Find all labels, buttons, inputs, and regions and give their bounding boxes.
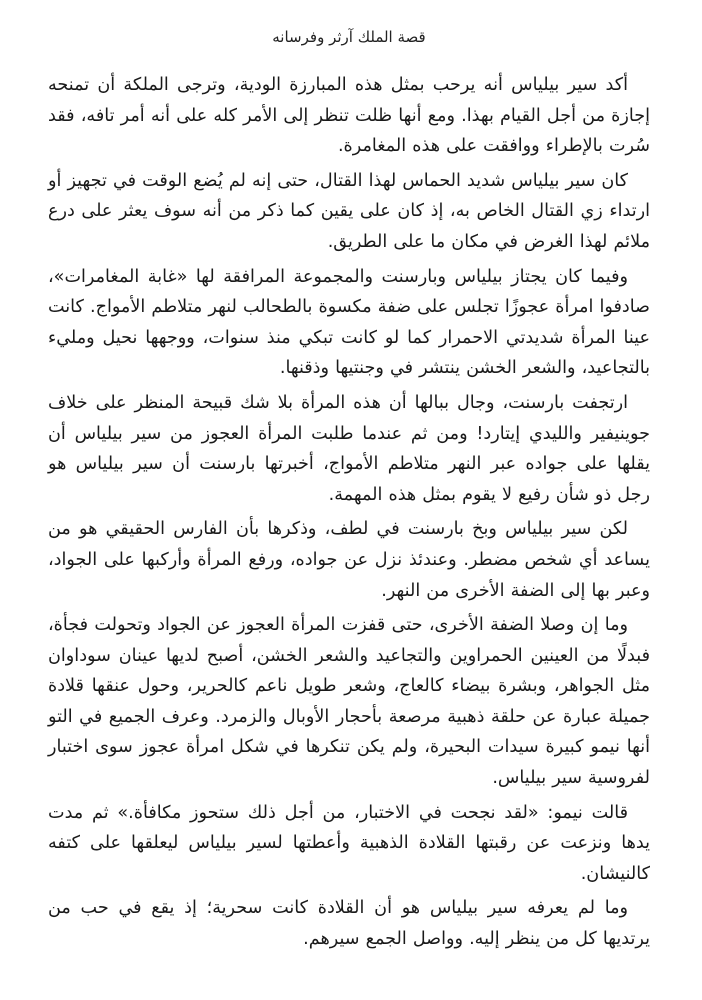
paragraph: لكن سير بيلياس وبخ بارسنت في لطف، وذكرها بأن الفارس الحقيقي هو من يساعد أي شخص مضطر. وعندئذ نزل عن جواده، ورفع المرأة وأركبها على الجواد، وعبر بها إلى الضفة الأخرى من النهر. — [48, 519, 650, 601]
paragraph: وما إن وصلا الضفة الأخرى، حتى قفزت المرأة العجوز عن الجواد وتحولت فجأة، فبدلًا من العينين الحمراوين والتجاعيد والشعر الخشن، أصبح لديها عينان سوداوان مثل الجواهر، وبشرة بيضاء كالعاج، وشعر طويل ناعم كالحرير، وحول عنقها قلادة جميلة عبارة عن حلقة ذهبية مرصعة بأحجار الأوبال والزمرد. وعرف الجميع في التو أنها نيمو كبيرة سيدات البحيرة، ولم يكن تنكرها في شكل امرأة عجوز سوى اختبار لفروسية سير بيلياس. — [48, 615, 650, 789]
paragraph: وما لم يعرفه سير بيلياس هو أن القلادة كانت سحرية؛ إذ يقع في حب من يرتديها كل من ينظر إليه. وواصل الجمع سيرهم. — [48, 898, 650, 950]
paragraph: ارتجفت بارسنت، وجال ببالها أن هذه المرأة بلا شك قبيحة المنظر على خلاف جوينيفير والليدي إيتارد! ومن ثم عندما طلبت المرأة العجوز من سير بيلياس أن يقلها على جواده عبر النهر متلاطم الأمواج، أخبرتها بارسنت أن سير بيلياس هو رجل ذو شأن رفيع لا يقوم بمثل هذه المهمة. — [48, 392, 650, 505]
body-text — [48, 70, 650, 955]
paragraph: قالت نيمو: «لقد نجحت في الاختبار، من أجل ذلك ستحوز مكافأة.» ثم مدت يدها ونزعت عن رقبتها القلادة الذهبية وأعطتها لسير بيلياس ليعلقها على كتفه كالنيشان. — [48, 802, 650, 884]
paragraph: وفيما كان يجتاز بيلياس وبارسنت والمجموعة المرافقة لها «غابة المغامرات»، صادفوا امرأة عجوزًا تجلس على ضفة مكسوة بالطحالب لنهر متلاطم الأمواج. كانت عينا المرأة شديدتي الاحمرار كما لو كانت تبكي منذ سنوات، ووجهها نحيل ومليء بالتجاعيد، والشعر الخشن ينتشر في وجنتيها وذقنها. — [48, 266, 650, 379]
paragraph: كان سير بيلياس شديد الحماس لهذا القتال، حتى إنه لم يُضع الوقت في تجهيز أو ارتداء زي القتال الخاص به، إذ كان على يقين كما ذكر من أنه سوف يعثر على درع ملائم لهذا الغرض في مكان ما على الطريق. — [48, 170, 650, 252]
running-header: قصة الملك آرثر وفرسانه — [272, 28, 426, 46]
paragraph: أكد سير بيلياس أنه يرحب بمثل هذه المبارزة الودية، وترجى الملكة أن تمنحه إجازة من أجل القيام بهذا. ومع أنها ظلت تنظر إلى الأمر كله على أنه أمر تافه، فقد سُرت بالإطراء ووافقت على هذه المغامرة. — [48, 75, 650, 157]
